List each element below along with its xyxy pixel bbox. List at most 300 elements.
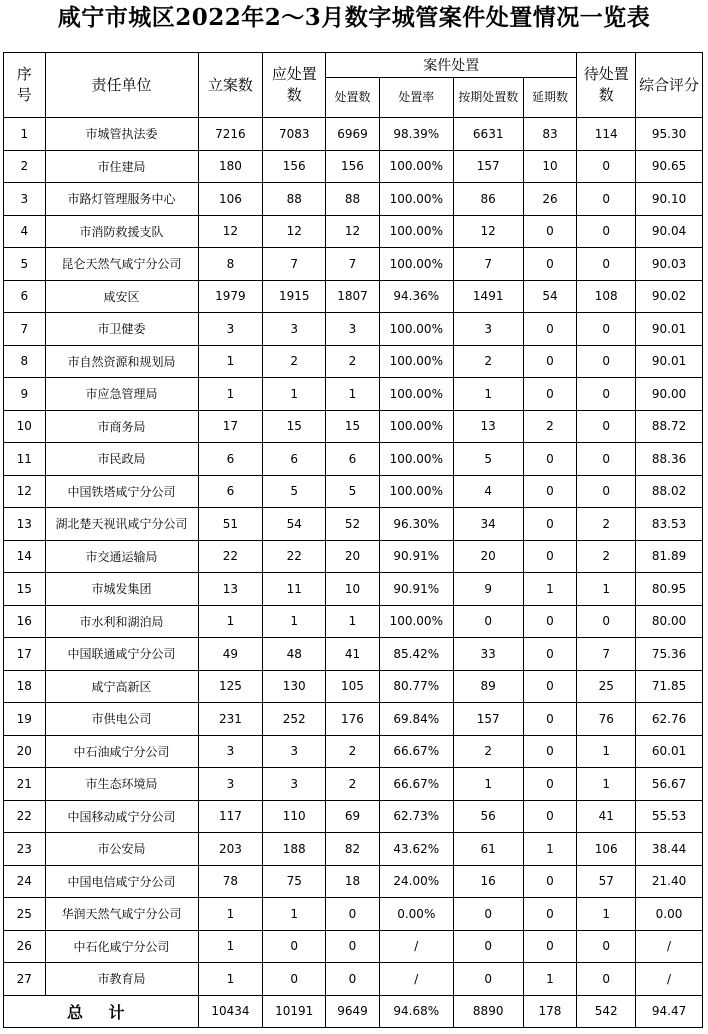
cell-handled: 82 xyxy=(326,833,380,866)
cell-seq: 5 xyxy=(4,248,46,281)
cell-rate: 85.42% xyxy=(379,638,453,671)
cell-seq: 13 xyxy=(4,508,46,541)
cell-score: 55.53 xyxy=(636,800,703,833)
cell-seq: 20 xyxy=(4,735,46,768)
cell-filed: 8 xyxy=(198,248,263,281)
cell-rate: / xyxy=(379,930,453,963)
cell-filed: 51 xyxy=(198,508,263,541)
cell-rate: 100.00% xyxy=(379,215,453,248)
cell-due: 88 xyxy=(263,183,326,216)
table-row xyxy=(4,898,703,931)
cell-seq: 25 xyxy=(4,898,46,931)
cell-due: 188 xyxy=(263,833,326,866)
cell-handled: 1807 xyxy=(326,280,380,313)
cell-unit: 中国电信咸宁分公司 xyxy=(45,865,198,898)
cell-score: / xyxy=(636,963,703,996)
page-title: 咸宁市城区2022年2～3月数字城管案件处置情况一览表 xyxy=(57,4,651,31)
cell-due: 11 xyxy=(263,573,326,606)
cell-delayed: 0 xyxy=(523,313,577,346)
cell-unit: 中国联通咸宁分公司 xyxy=(45,638,198,671)
cell-unit: 华润天然气咸宁分公司 xyxy=(45,898,198,931)
cell-ontime: 157 xyxy=(453,150,523,183)
cell-pending: 0 xyxy=(577,345,636,378)
table-row xyxy=(4,605,703,638)
cell-delayed: 54 xyxy=(523,280,577,313)
total-pending: 542 xyxy=(577,995,636,1027)
cell-due: 2 xyxy=(263,345,326,378)
cell-due: 3 xyxy=(263,735,326,768)
cell-ontime: 1 xyxy=(453,378,523,411)
cell-due: 48 xyxy=(263,638,326,671)
cell-ontime: 0 xyxy=(453,605,523,638)
cell-score: 90.01 xyxy=(636,313,703,346)
cell-handled: 52 xyxy=(326,508,380,541)
table-row xyxy=(4,768,703,801)
cell-score: 81.89 xyxy=(636,540,703,573)
cell-filed: 3 xyxy=(198,768,263,801)
cell-delayed: 1 xyxy=(523,833,577,866)
cell-pending: 0 xyxy=(577,248,636,281)
header-group: 案件处置 xyxy=(326,53,577,78)
cell-seq: 14 xyxy=(4,540,46,573)
table-row xyxy=(4,280,703,313)
cell-delayed: 26 xyxy=(523,183,577,216)
cell-due: 156 xyxy=(263,150,326,183)
cell-ontime: 5 xyxy=(453,443,523,476)
table-footer xyxy=(4,995,703,1027)
cell-unit: 市住建局 xyxy=(45,150,198,183)
cell-filed: 1 xyxy=(198,930,263,963)
cell-delayed: 0 xyxy=(523,800,577,833)
cell-score: 83.53 xyxy=(636,508,703,541)
cell-score: 90.03 xyxy=(636,248,703,281)
cell-due: 5 xyxy=(263,475,326,508)
cell-rate: 100.00% xyxy=(379,248,453,281)
cell-seq: 10 xyxy=(4,410,46,443)
cell-score: 90.04 xyxy=(636,215,703,248)
cell-pending: 0 xyxy=(577,963,636,996)
cell-unit: 中石化咸宁分公司 xyxy=(45,930,198,963)
cell-score: 88.36 xyxy=(636,443,703,476)
header-due: 应处置数 xyxy=(263,53,326,118)
cell-ontime: 89 xyxy=(453,670,523,703)
table-row xyxy=(4,183,703,216)
header-filed: 立案数 xyxy=(198,53,263,118)
table-row xyxy=(4,150,703,183)
cell-seq: 12 xyxy=(4,475,46,508)
cell-seq: 8 xyxy=(4,345,46,378)
cell-handled: 0 xyxy=(326,963,380,996)
cell-filed: 13 xyxy=(198,573,263,606)
cell-handled: 12 xyxy=(326,215,380,248)
cell-due: 3 xyxy=(263,768,326,801)
cell-ontime: 6631 xyxy=(453,118,523,151)
cell-handled: 105 xyxy=(326,670,380,703)
table-body xyxy=(4,118,703,996)
cell-pending: 57 xyxy=(577,865,636,898)
cell-ontime: 13 xyxy=(453,410,523,443)
cell-unit: 中石油咸宁分公司 xyxy=(45,735,198,768)
cell-seq: 9 xyxy=(4,378,46,411)
cell-filed: 1979 xyxy=(198,280,263,313)
table-row xyxy=(4,378,703,411)
cell-delayed: 0 xyxy=(523,703,577,736)
cell-filed: 49 xyxy=(198,638,263,671)
cell-delayed: 0 xyxy=(523,605,577,638)
cell-delayed: 2 xyxy=(523,410,577,443)
cell-filed: 1 xyxy=(198,378,263,411)
cell-delayed: 0 xyxy=(523,540,577,573)
cell-ontime: 56 xyxy=(453,800,523,833)
cell-handled: 2 xyxy=(326,768,380,801)
total-rate: 94.68% xyxy=(379,995,453,1027)
cell-score: 90.00 xyxy=(636,378,703,411)
cell-score: 0.00 xyxy=(636,898,703,931)
table-row xyxy=(4,248,703,281)
cell-filed: 106 xyxy=(198,183,263,216)
cell-seq: 26 xyxy=(4,930,46,963)
cell-due: 3 xyxy=(263,313,326,346)
table-row xyxy=(4,475,703,508)
cell-filed: 125 xyxy=(198,670,263,703)
cell-score: 95.30 xyxy=(636,118,703,151)
cell-delayed: 10 xyxy=(523,150,577,183)
table-row xyxy=(4,540,703,573)
table-row xyxy=(4,573,703,606)
cell-score: 38.44 xyxy=(636,833,703,866)
cell-score: 60.01 xyxy=(636,735,703,768)
header-ontime: 按期处置数 xyxy=(453,78,523,118)
cell-rate: 100.00% xyxy=(379,605,453,638)
cell-unit: 市水利和湖泊局 xyxy=(45,605,198,638)
cell-handled: 2 xyxy=(326,735,380,768)
cell-score: 90.10 xyxy=(636,183,703,216)
header-unit: 责任单位 xyxy=(45,53,198,118)
total-ontime: 8890 xyxy=(453,995,523,1027)
cell-seq: 6 xyxy=(4,280,46,313)
cell-delayed: 1 xyxy=(523,573,577,606)
cell-handled: 7 xyxy=(326,248,380,281)
cell-unit: 市卫健委 xyxy=(45,313,198,346)
cell-pending: 108 xyxy=(577,280,636,313)
cell-seq: 18 xyxy=(4,670,46,703)
cell-pending: 114 xyxy=(577,118,636,151)
cell-due: 15 xyxy=(263,410,326,443)
cell-unit: 市生态环境局 xyxy=(45,768,198,801)
cell-seq: 3 xyxy=(4,183,46,216)
cell-filed: 3 xyxy=(198,313,263,346)
table-row xyxy=(4,703,703,736)
cell-due: 12 xyxy=(263,215,326,248)
cell-delayed: 0 xyxy=(523,215,577,248)
table-row xyxy=(4,410,703,443)
cell-pending: 0 xyxy=(577,378,636,411)
cell-unit: 咸宁高新区 xyxy=(45,670,198,703)
cell-delayed: 0 xyxy=(523,638,577,671)
cell-pending: 1 xyxy=(577,735,636,768)
cell-unit: 市城管执法委 xyxy=(45,118,198,151)
cell-unit: 市自然资源和规划局 xyxy=(45,345,198,378)
cell-unit: 咸安区 xyxy=(45,280,198,313)
cell-ontime: 61 xyxy=(453,833,523,866)
cell-unit: 市路灯管理服务中心 xyxy=(45,183,198,216)
cell-score: 21.40 xyxy=(636,865,703,898)
cell-pending: 0 xyxy=(577,930,636,963)
cell-pending: 41 xyxy=(577,800,636,833)
cell-rate: 100.00% xyxy=(379,313,453,346)
cell-seq: 4 xyxy=(4,215,46,248)
cell-rate: 94.36% xyxy=(379,280,453,313)
cell-pending: 0 xyxy=(577,605,636,638)
cell-unit: 市商务局 xyxy=(45,410,198,443)
cell-handled: 3 xyxy=(326,313,380,346)
cell-ontime: 0 xyxy=(453,963,523,996)
cell-score: 90.65 xyxy=(636,150,703,183)
cell-filed: 1 xyxy=(198,345,263,378)
table-header xyxy=(4,53,703,118)
cell-due: 0 xyxy=(263,930,326,963)
cell-pending: 76 xyxy=(577,703,636,736)
cell-handled: 176 xyxy=(326,703,380,736)
cell-filed: 1 xyxy=(198,898,263,931)
cell-delayed: 0 xyxy=(523,930,577,963)
cell-handled: 156 xyxy=(326,150,380,183)
cell-rate: 100.00% xyxy=(379,475,453,508)
total-score: 94.47 xyxy=(636,995,703,1027)
cell-delayed: 0 xyxy=(523,378,577,411)
cell-filed: 17 xyxy=(198,410,263,443)
cell-delayed: 0 xyxy=(523,508,577,541)
cell-seq: 11 xyxy=(4,443,46,476)
cell-unit: 中国铁塔咸宁分公司 xyxy=(45,475,198,508)
cell-pending: 1 xyxy=(577,898,636,931)
cell-due: 1 xyxy=(263,898,326,931)
cell-rate: 100.00% xyxy=(379,410,453,443)
cell-rate: 69.84% xyxy=(379,703,453,736)
cell-delayed: 0 xyxy=(523,898,577,931)
table-row xyxy=(4,930,703,963)
cell-ontime: 157 xyxy=(453,703,523,736)
cell-filed: 6 xyxy=(198,443,263,476)
cell-handled: 69 xyxy=(326,800,380,833)
cell-score: / xyxy=(636,930,703,963)
cell-rate: 100.00% xyxy=(379,183,453,216)
cell-ontime: 34 xyxy=(453,508,523,541)
cell-pending: 1 xyxy=(577,573,636,606)
table-row xyxy=(4,215,703,248)
table-row xyxy=(4,865,703,898)
table-row xyxy=(4,443,703,476)
cell-rate: 43.62% xyxy=(379,833,453,866)
table-row xyxy=(4,345,703,378)
cell-ontime: 0 xyxy=(453,930,523,963)
cell-seq: 21 xyxy=(4,768,46,801)
cell-ontime: 1491 xyxy=(453,280,523,313)
cell-score: 80.00 xyxy=(636,605,703,638)
total-label: 总 计 xyxy=(4,995,199,1027)
table-row xyxy=(4,313,703,346)
cell-pending: 0 xyxy=(577,313,636,346)
cell-delayed: 83 xyxy=(523,118,577,151)
cell-seq: 22 xyxy=(4,800,46,833)
cell-ontime: 4 xyxy=(453,475,523,508)
cell-score: 71.85 xyxy=(636,670,703,703)
header-score: 综合评分 xyxy=(636,53,703,118)
cell-rate: 66.67% xyxy=(379,735,453,768)
table-row xyxy=(4,963,703,996)
cell-due: 130 xyxy=(263,670,326,703)
cell-pending: 25 xyxy=(577,670,636,703)
cell-pending: 106 xyxy=(577,833,636,866)
cell-unit: 市消防救援支队 xyxy=(45,215,198,248)
cell-unit: 市民政局 xyxy=(45,443,198,476)
total-row xyxy=(4,995,703,1027)
cell-seq: 15 xyxy=(4,573,46,606)
cell-pending: 2 xyxy=(577,508,636,541)
cell-seq: 27 xyxy=(4,963,46,996)
cell-filed: 231 xyxy=(198,703,263,736)
cell-pending: 0 xyxy=(577,183,636,216)
cell-seq: 23 xyxy=(4,833,46,866)
case-table xyxy=(3,52,703,1028)
cell-seq: 17 xyxy=(4,638,46,671)
cell-due: 0 xyxy=(263,963,326,996)
cell-unit: 中国移动咸宁分公司 xyxy=(45,800,198,833)
cell-delayed: 0 xyxy=(523,443,577,476)
cell-delayed: 0 xyxy=(523,475,577,508)
cell-pending: 0 xyxy=(577,443,636,476)
cell-filed: 78 xyxy=(198,865,263,898)
cell-pending: 2 xyxy=(577,540,636,573)
table-row xyxy=(4,508,703,541)
cell-due: 1 xyxy=(263,378,326,411)
cell-rate: / xyxy=(379,963,453,996)
cell-rate: 98.39% xyxy=(379,118,453,151)
cell-due: 54 xyxy=(263,508,326,541)
cell-ontime: 16 xyxy=(453,865,523,898)
cell-rate: 100.00% xyxy=(379,345,453,378)
table-row xyxy=(4,735,703,768)
total-delayed: 178 xyxy=(523,995,577,1027)
cell-filed: 12 xyxy=(198,215,263,248)
cell-seq: 2 xyxy=(4,150,46,183)
cell-due: 75 xyxy=(263,865,326,898)
cell-pending: 1 xyxy=(577,768,636,801)
cell-score: 62.76 xyxy=(636,703,703,736)
cell-handled: 5 xyxy=(326,475,380,508)
cell-delayed: 0 xyxy=(523,345,577,378)
cell-filed: 1 xyxy=(198,605,263,638)
cell-unit: 市城发集团 xyxy=(45,573,198,606)
cell-due: 7 xyxy=(263,248,326,281)
table-row xyxy=(4,833,703,866)
cell-seq: 24 xyxy=(4,865,46,898)
cell-filed: 203 xyxy=(198,833,263,866)
cell-delayed: 0 xyxy=(523,865,577,898)
cell-score: 90.01 xyxy=(636,345,703,378)
cell-handled: 6 xyxy=(326,443,380,476)
cell-unit: 湖北楚天视讯咸宁分公司 xyxy=(45,508,198,541)
cell-score: 88.02 xyxy=(636,475,703,508)
cell-score: 80.95 xyxy=(636,573,703,606)
cell-seq: 1 xyxy=(4,118,46,151)
cell-handled: 20 xyxy=(326,540,380,573)
cell-delayed: 0 xyxy=(523,735,577,768)
cell-ontime: 86 xyxy=(453,183,523,216)
cell-filed: 117 xyxy=(198,800,263,833)
cell-score: 75.36 xyxy=(636,638,703,671)
cell-unit: 市教育局 xyxy=(45,963,198,996)
cell-rate: 90.91% xyxy=(379,540,453,573)
cell-pending: 7 xyxy=(577,638,636,671)
cell-handled: 1 xyxy=(326,378,380,411)
cell-filed: 7216 xyxy=(198,118,263,151)
header-delayed: 延期数 xyxy=(523,78,577,118)
cell-handled: 2 xyxy=(326,345,380,378)
cell-due: 7083 xyxy=(263,118,326,151)
cell-ontime: 9 xyxy=(453,573,523,606)
table-row xyxy=(4,118,703,151)
cell-handled: 15 xyxy=(326,410,380,443)
cell-due: 6 xyxy=(263,443,326,476)
cell-delayed: 1 xyxy=(523,963,577,996)
cell-unit: 市公安局 xyxy=(45,833,198,866)
cell-pending: 0 xyxy=(577,150,636,183)
cell-ontime: 3 xyxy=(453,313,523,346)
cell-delayed: 0 xyxy=(523,248,577,281)
cell-score: 88.72 xyxy=(636,410,703,443)
cell-unit: 市供电公司 xyxy=(45,703,198,736)
cell-delayed: 0 xyxy=(523,768,577,801)
cell-unit: 市交通运输局 xyxy=(45,540,198,573)
cell-rate: 100.00% xyxy=(379,378,453,411)
cell-rate: 0.00% xyxy=(379,898,453,931)
cell-filed: 22 xyxy=(198,540,263,573)
cell-unit: 昆仑天然气咸宁分公司 xyxy=(45,248,198,281)
cell-rate: 100.00% xyxy=(379,150,453,183)
table-row xyxy=(4,638,703,671)
cell-due: 1 xyxy=(263,605,326,638)
cell-pending: 0 xyxy=(577,215,636,248)
cell-due: 1915 xyxy=(263,280,326,313)
cell-rate: 62.73% xyxy=(379,800,453,833)
header-seq: 序号 xyxy=(4,53,46,118)
cell-handled: 10 xyxy=(326,573,380,606)
cell-ontime: 2 xyxy=(453,735,523,768)
cell-filed: 180 xyxy=(198,150,263,183)
cell-seq: 7 xyxy=(4,313,46,346)
total-filed: 10434 xyxy=(198,995,263,1027)
cell-rate: 24.00% xyxy=(379,865,453,898)
cell-rate: 96.30% xyxy=(379,508,453,541)
cell-handled: 6969 xyxy=(326,118,380,151)
cell-handled: 0 xyxy=(326,930,380,963)
cell-handled: 18 xyxy=(326,865,380,898)
cell-filed: 6 xyxy=(198,475,263,508)
table-row xyxy=(4,800,703,833)
cell-pending: 0 xyxy=(577,410,636,443)
total-handled: 9649 xyxy=(326,995,380,1027)
cell-filed: 1 xyxy=(198,963,263,996)
cell-unit: 市应急管理局 xyxy=(45,378,198,411)
cell-rate: 90.91% xyxy=(379,573,453,606)
total-due: 10191 xyxy=(263,995,326,1027)
cell-ontime: 12 xyxy=(453,215,523,248)
cell-handled: 1 xyxy=(326,605,380,638)
cell-due: 22 xyxy=(263,540,326,573)
cell-pending: 0 xyxy=(577,475,636,508)
cell-ontime: 2 xyxy=(453,345,523,378)
